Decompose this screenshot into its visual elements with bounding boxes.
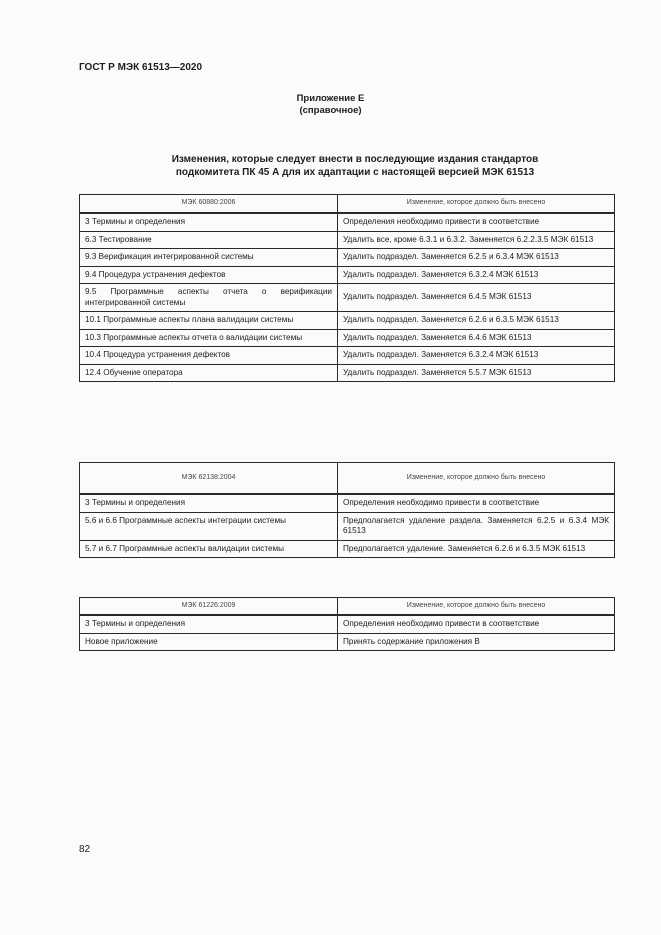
table-row bbox=[80, 364, 615, 382]
table-row bbox=[80, 347, 615, 365]
changes-table-iec-62138 bbox=[79, 462, 615, 558]
table-row bbox=[80, 284, 615, 312]
change-cell: Определения необходимо привести в соответствие bbox=[338, 615, 615, 633]
column-header-standard: МЭК 60880:2006 bbox=[80, 195, 338, 214]
clause-cell: 10.3 Программные аспекты отчета о валидации системы bbox=[80, 329, 338, 347]
clause-cell: 5.7 и 6.7 Программные аспекты валидации системы bbox=[80, 540, 338, 558]
table-row bbox=[80, 494, 615, 512]
changes-table-iec-61226 bbox=[79, 597, 615, 651]
clause-cell: Новое приложение bbox=[80, 633, 338, 651]
change-cell: Определения необходимо привести в соответствие bbox=[338, 213, 615, 231]
change-cell: Определения необходимо привести в соответствие bbox=[338, 494, 615, 512]
clause-cell: 9.3 Верификация интегрированной системы bbox=[80, 249, 338, 267]
table-row bbox=[80, 266, 615, 284]
clause-cell: 5.6 и 6.6 Программные аспекты интеграции системы bbox=[80, 512, 338, 540]
document-header: ГОСТ Р МЭК 61513—2020 bbox=[79, 62, 203, 73]
table-row bbox=[80, 213, 615, 231]
table-row bbox=[80, 329, 615, 347]
changes-table-iec-60880 bbox=[79, 194, 615, 382]
table-row bbox=[80, 512, 615, 540]
change-cell: Удалить подраздел. Заменяется 6.4.6 МЭК 61513 bbox=[338, 329, 615, 347]
clause-cell: 10.4 Процедура устранения дефектов bbox=[80, 347, 338, 365]
clause-cell: 9.4 Процедура устранения дефектов bbox=[80, 266, 338, 284]
change-cell: Предполагается удаление раздела. Заменяется 6.2.5 и 6.3.4 МЭК 61513 bbox=[338, 512, 615, 540]
annex-heading bbox=[0, 93, 661, 117]
change-cell: Принять содержание приложения В bbox=[338, 633, 615, 651]
column-header-standard: МЭК 61226:2009 bbox=[80, 598, 338, 616]
change-cell: Предполагается удаление. Заменяется 6.2.6 и 6.3.5 МЭК 61513 bbox=[338, 540, 615, 558]
table-row bbox=[80, 633, 615, 651]
page-number: 82 bbox=[79, 844, 91, 855]
clause-cell: 3 Термины и определения bbox=[80, 213, 338, 231]
column-header-change: Изменение, которое должно быть внесено bbox=[338, 463, 615, 495]
clause-cell: 10.1 Программные аспекты плана валидации системы bbox=[80, 312, 338, 330]
column-header-change: Изменение, которое должно быть внесено bbox=[338, 195, 615, 214]
clause-cell: 9.5 Программные аспекты отчета о верификации интегрированной системы bbox=[80, 284, 338, 312]
annex-title: Приложение Е bbox=[296, 93, 365, 104]
change-cell: Удалить подраздел. Заменяется 6.3.2.4 МЭК 61513 bbox=[338, 266, 615, 284]
change-cell: Удалить подраздел. Заменяется 5.5.7 МЭК 61513 bbox=[338, 364, 615, 382]
change-cell: Удалить подраздел. Заменяется 6.2.6 и 6.3.5 МЭК 61513 bbox=[338, 312, 615, 330]
clause-cell: 6.3 Тестирование bbox=[80, 231, 338, 249]
change-cell: Удалить подраздел. Заменяется 6.3.2.4 МЭК 61513 bbox=[338, 347, 615, 365]
section-title-line-1: Изменения, которые следует внести в последующие издания стандартов bbox=[171, 154, 539, 165]
table-row bbox=[80, 312, 615, 330]
annex-subtitle: (справочное) bbox=[299, 105, 362, 116]
section-title bbox=[60, 153, 650, 179]
column-header-standard: МЭК 62138:2004 bbox=[80, 463, 338, 495]
clause-cell: 3 Термины и определения bbox=[80, 615, 338, 633]
table-row bbox=[80, 540, 615, 558]
column-header-change: Изменение, которое должно быть внесено bbox=[338, 598, 615, 616]
section-title-line-2: подкомитета ПК 45 А для их адаптации с настоящей версией МЭК 61513 bbox=[175, 167, 535, 178]
clause-cell: 12.4 Обучение оператора bbox=[80, 364, 338, 382]
table-row bbox=[80, 249, 615, 267]
change-cell: Удалить все, кроме 6.3.1 и 6.3.2. Заменяется 6.2.2.3.5 МЭК 61513 bbox=[338, 231, 615, 249]
clause-cell: 3 Термины и определения bbox=[80, 494, 338, 512]
table-row bbox=[80, 615, 615, 633]
change-cell: Удалить подраздел. Заменяется 6.2.5 и 6.3.4 МЭК 61513 bbox=[338, 249, 615, 267]
change-cell: Удалить подраздел. Заменяется 6.4.5 МЭК 61513 bbox=[338, 284, 615, 312]
table-row bbox=[80, 231, 615, 249]
